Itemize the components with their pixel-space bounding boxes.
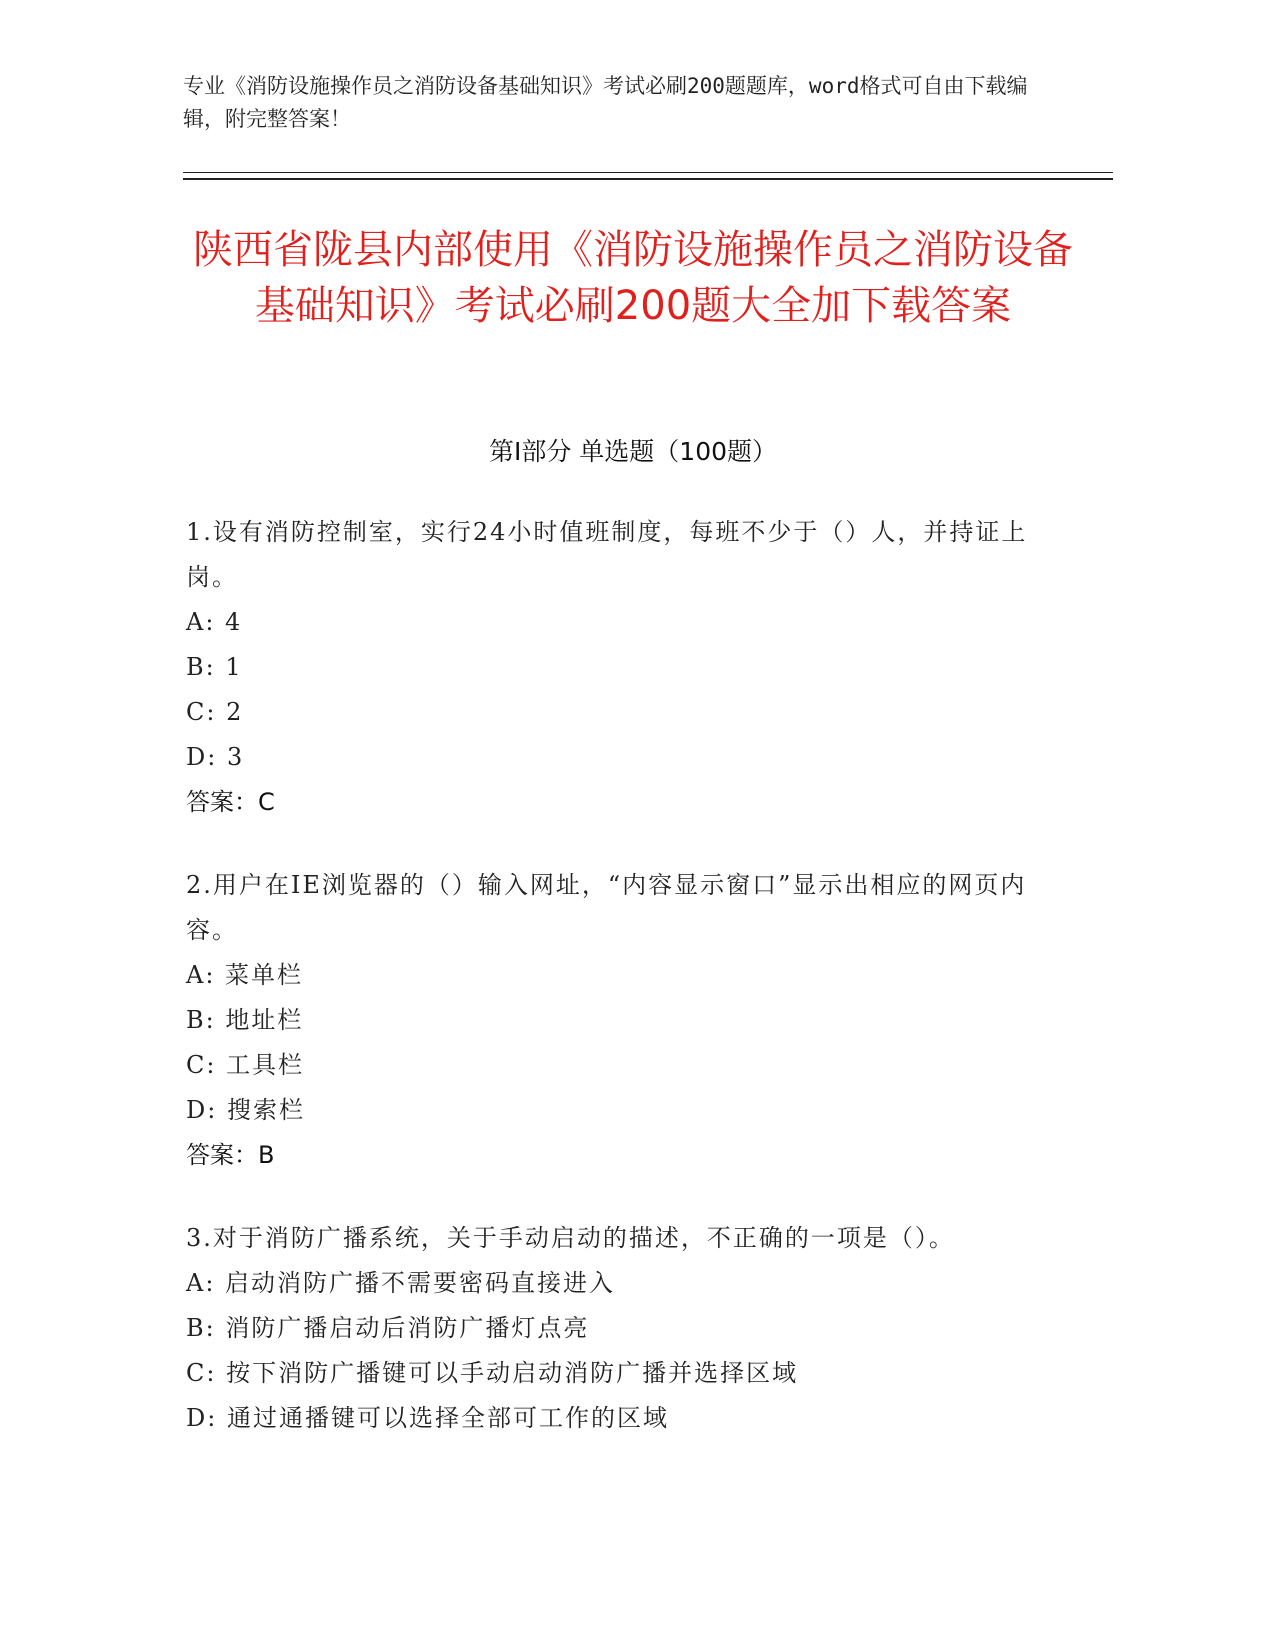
question-2: [186, 863, 1066, 1178]
option-c: C: 按下消防广播键可以手动启动消防广播并选择区域: [186, 1359, 799, 1387]
answer: 答案：B: [186, 1141, 275, 1169]
question-list: [186, 510, 1066, 1479]
option-b: B: 地址栏: [186, 1006, 304, 1034]
option-a: A: 4: [186, 608, 243, 636]
option-c: C: 2: [186, 698, 244, 726]
option-b: B: 1: [186, 653, 243, 681]
option-c: C: 工具栏: [186, 1051, 305, 1079]
option-a: A: 启动消防广播不需要密码直接进入: [186, 1269, 616, 1297]
question-stem: 3.对于消防广播系统，关于手动启动的描述，不正确的一项是（）。: [186, 1224, 955, 1252]
question-1: [186, 510, 1066, 825]
document-title: 陕西省陇县内部使用《消防设施操作员之消防设备基础知识》考试必刷200题大全加下载答案: [193, 227, 1073, 329]
option-d: D: 通过通播键可以选择全部可工作的区域: [186, 1404, 669, 1432]
section-title: 第I部分 单选题（100题）: [488, 437, 778, 466]
option-d: D: 搜索栏: [186, 1096, 305, 1124]
option-b: B: 消防广播启动后消防广播灯点亮: [186, 1314, 590, 1342]
option-a: A: 菜单栏: [186, 961, 304, 989]
question-3: [186, 1216, 1066, 1441]
answer: 答案：C: [186, 788, 275, 816]
header-divider-thin: [183, 172, 1113, 173]
question-stem: 1.设有消防控制室，实行24小时值班制度，每班不少于（）人，并持证上岗。: [186, 518, 1028, 591]
header-note: 专业《消防设施操作员之消防设备基础知识》考试必刷200题题库，word格式可自由下载编辑，附完整答案！: [183, 74, 1028, 131]
option-d: D: 3: [186, 743, 245, 771]
header-divider-thick: [183, 178, 1113, 180]
question-stem: 2.用户在IE浏览器的（）输入网址，“内容显示窗口”显示出相应的网页内容。: [186, 871, 1027, 944]
